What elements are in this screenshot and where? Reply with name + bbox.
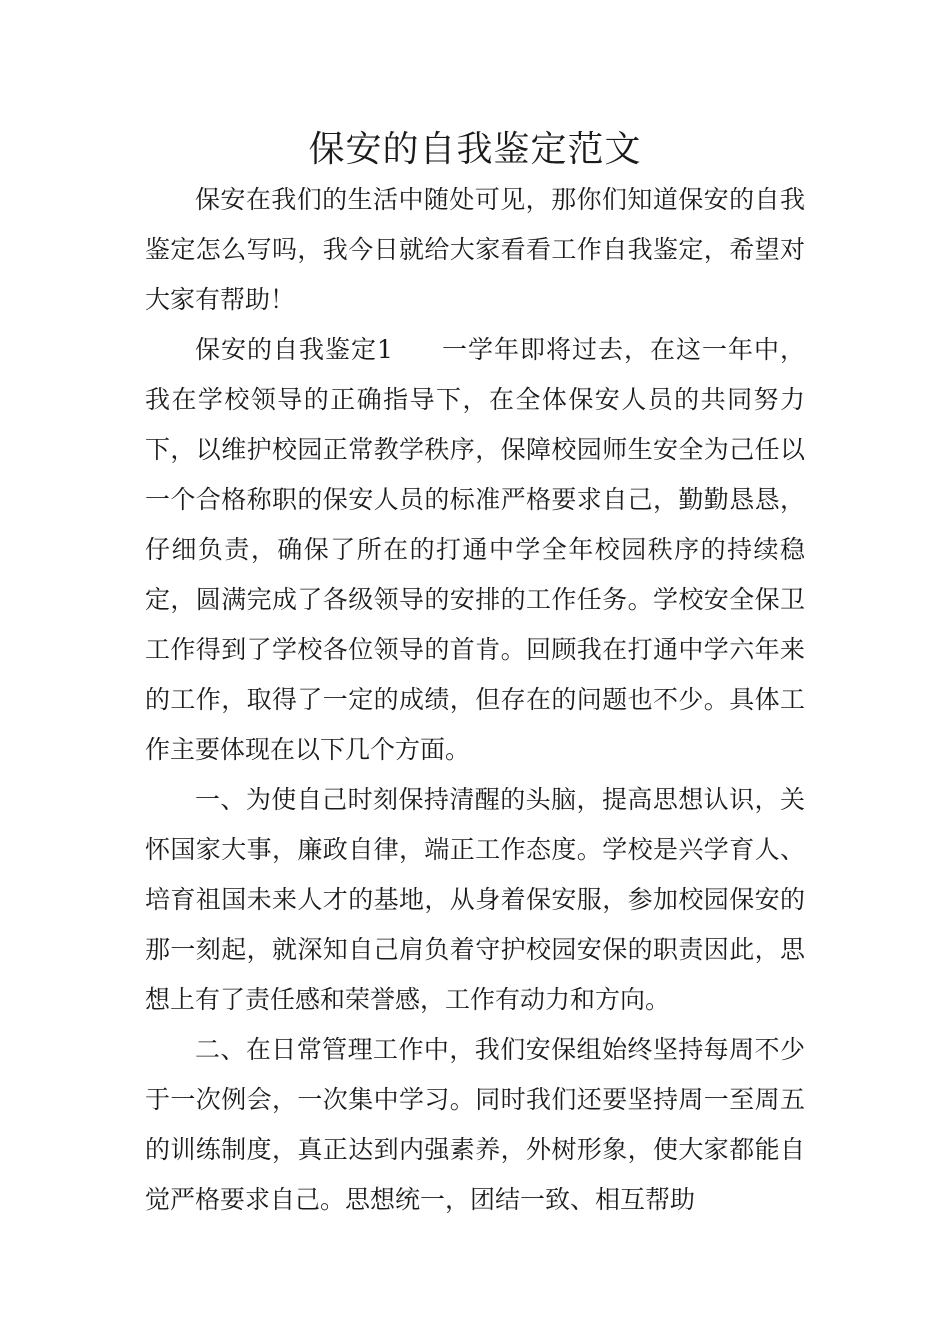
section1-heading: 保安的自我鉴定1 — [195, 335, 393, 364]
section1-text: 一学年即将过去，在这一年中，我在学校领导的正确指导下，在全体保安人员的共同努力下，以维护校园正常教学秩序，保障校园师生安全为己任以一个合格称职的保安人员的标准严格要求自己，勤勤恳恳，仔细负责，确保了所在的打通中学全年校园秩序的持续稳定，圆满完成了各级领导的安排的工作任务。学校安全保卫工作得到了学校各位领导的首肯。回顾我在打通中学六年来的工作，取得了一定的成绩，但存在的问题也不少。具体工作主要体现在以下几个方面。 — [145, 335, 805, 764]
point1-paragraph: 一、为使自己时刻保持清醒的头脑，提高思想认识，关怀国家大事，廉政自律，端正工作态度。学校是兴学育人、培育祖国未来人才的基地，从身着保安服，参加校园保安的那一刻起，就深知自己肩负着守护校园安保的职责因此，思想上有了责任感和荣誉感，工作有动力和方向。 — [145, 785, 805, 1014]
point2-paragraph: 二、在日常管理工作中，我们安保组始终坚持每周不少于一次例会，一次集中学习。同时我们还要坚持周一至周五的训练制度，真正达到内强素养，外树形象，使大家都能自觉严格要求自己。思想统一，团结一致、相互帮助 — [145, 1035, 805, 1214]
intro-paragraph: 保安在我们的生活中随处可见，那你们知道保安的自我鉴定怎么写吗，我今日就给大家看看工作自我鉴定，希望对大家有帮助！ — [145, 185, 805, 314]
section1-paragraph — [145, 325, 805, 775]
document-body — [145, 175, 805, 1225]
document-title: 保安的自我鉴定范文 — [308, 129, 642, 170]
